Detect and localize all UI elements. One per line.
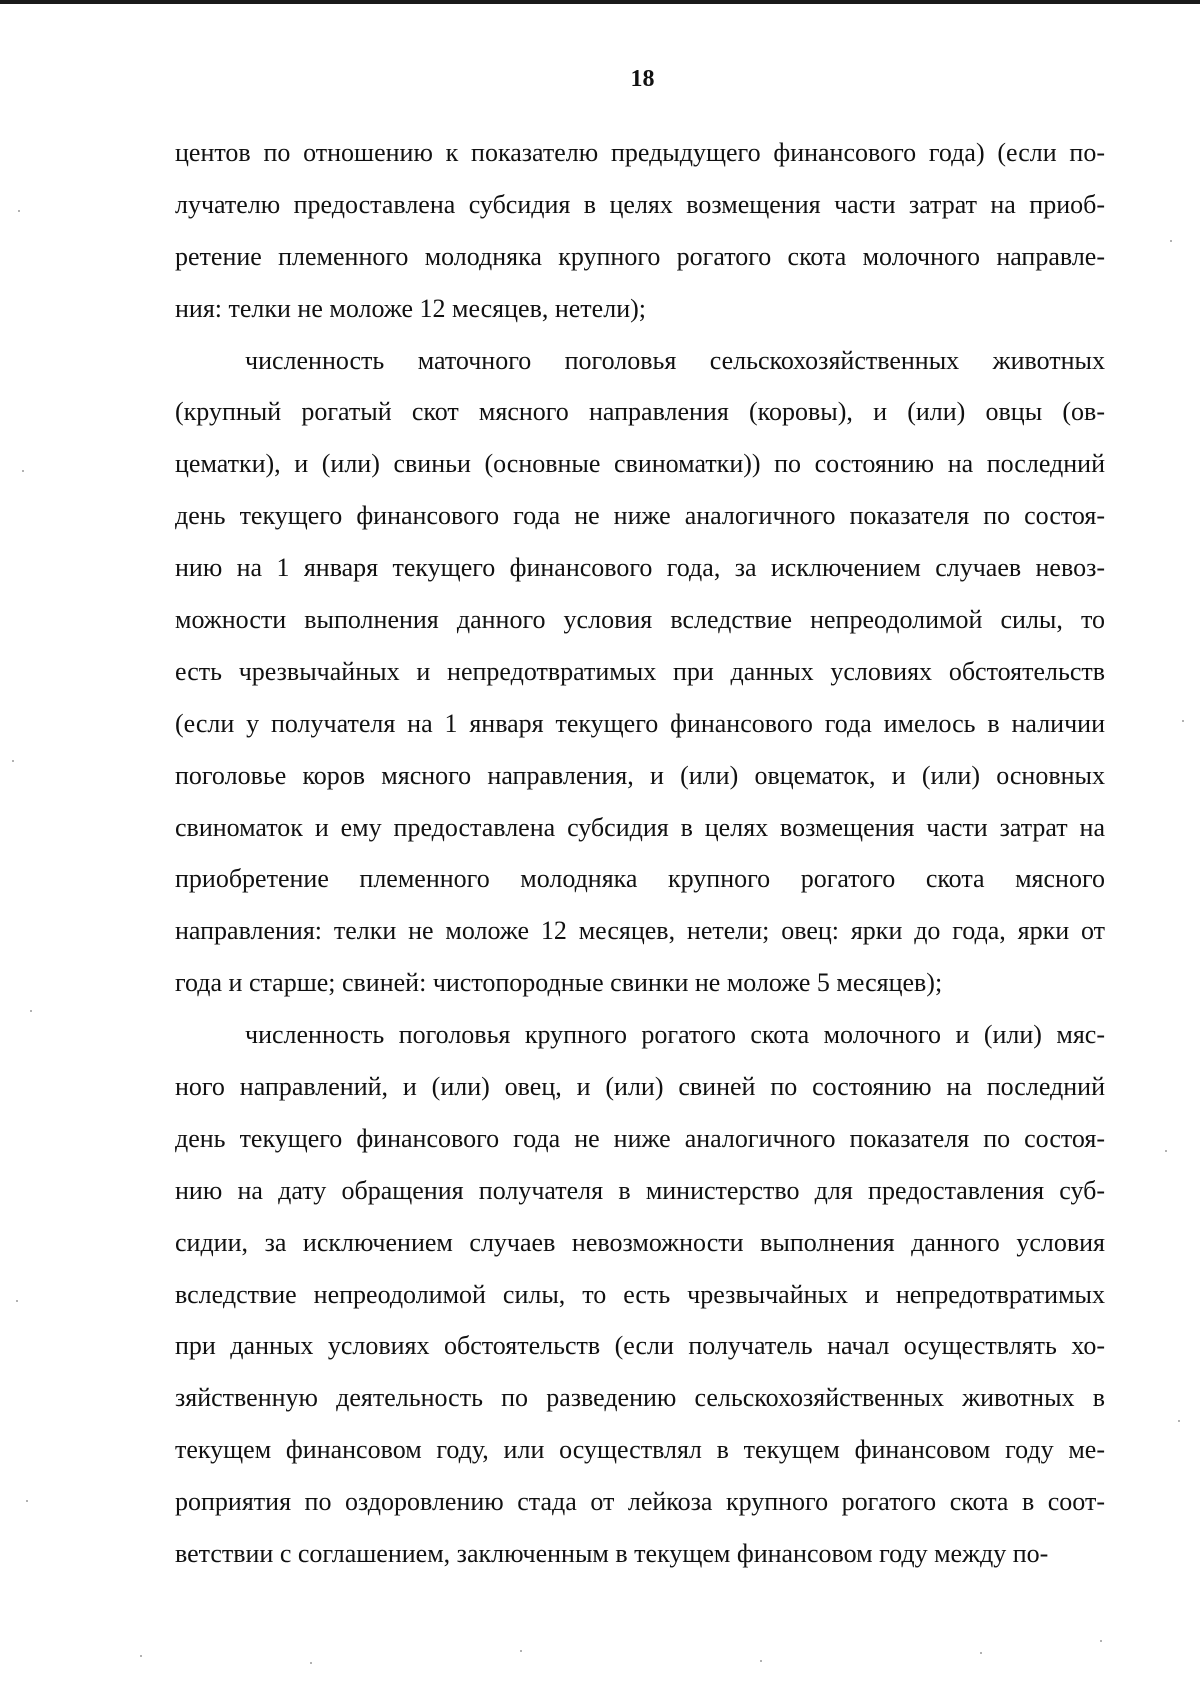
text-line: день текущего финансового года не ниже аналогичного показателя по состоя- <box>175 1123 1105 1153</box>
body-text <box>175 127 1105 1580</box>
text-line: зяйственную деятельность по разведению сельскохозяйственных животных в <box>175 1383 1105 1413</box>
scan-speck <box>520 1650 522 1652</box>
page-number: 18 <box>630 66 655 92</box>
text-line: нию на дату обращения получателя в министерство для предоставления суб- <box>175 1175 1105 1205</box>
scan-top-border <box>0 0 1200 4</box>
scan-speck <box>140 1655 142 1657</box>
text-line: года и старше; свиней: чистопородные свинки не моложе 5 месяцев); <box>175 968 943 998</box>
paragraph <box>175 335 1105 1010</box>
scan-speck <box>1170 240 1172 242</box>
scan-speck <box>1100 1640 1102 1642</box>
text-line: численность маточного поголовья сельскохозяйственных животных <box>245 345 1105 375</box>
text-line: день текущего финансового года не ниже аналогичного показателя по состоя- <box>175 501 1105 531</box>
scan-speck <box>26 1500 28 1502</box>
text-line: есть чрезвычайных и непредотвратимых при данных условиях обстоятельств <box>175 656 1105 686</box>
text-line: численность поголовья крупного рогатого скота молочного и (или) мяс- <box>245 1020 1105 1050</box>
text-line: можности выполнения данного условия вследствие непреодолимой силы, то <box>175 605 1105 635</box>
paragraph <box>175 1009 1105 1580</box>
text-line: ния: телки не моложе 12 месяцев, нетели); <box>175 293 646 323</box>
scan-speck <box>22 470 24 472</box>
text-line: свиноматок и ему предоставлена субсидия в целях возмещения части затрат на <box>175 812 1105 842</box>
text-line: цематки), и (или) свиньи (основные свиноматки)) по состоянию на последний <box>175 449 1105 479</box>
text-line: поголовье коров мясного направления, и (или) овцематок, и (или) основных <box>175 760 1105 790</box>
text-line: ного направлений, и (или) овец, и (или) свиней по состоянию на последний <box>175 1072 1105 1102</box>
text-line: ретение племенного молодняка крупного рогатого скота молочного направле- <box>175 241 1105 271</box>
scan-speck <box>16 1300 18 1302</box>
text-line: сидии, за исключением случаев невозможности выполнения данного условия <box>175 1227 1105 1257</box>
text-line: приобретение племенного молодняка крупного рогатого скота мясного <box>175 864 1105 894</box>
text-line: (если у получателя на 1 января текущего финансового года имелось в наличии <box>175 708 1105 738</box>
scan-speck <box>30 1010 32 1012</box>
scan-speck <box>18 210 20 212</box>
scan-speck <box>1182 720 1184 722</box>
text-line: (крупный рогатый скот мясного направления (коровы), и (или) овцы (ов- <box>175 397 1105 427</box>
scan-speck <box>1178 1420 1180 1422</box>
scan-speck <box>980 1652 982 1654</box>
text-line: центов по отношению к показателю предыдущего финансового года) (если по- <box>175 138 1105 167</box>
text-line: нию на 1 января текущего финансового года, за исключением случаев невоз- <box>175 553 1105 583</box>
text-line: направления: телки не моложе 12 месяцев, нетели; овец: ярки до года, ярки от <box>175 916 1105 946</box>
scan-speck <box>12 760 14 762</box>
paragraph <box>175 127 1105 335</box>
text-line: роприятия по оздоровлению стада от лейкоза крупного рогатого скота в соот- <box>175 1487 1105 1517</box>
text-line: вследствие непреодолимой силы, то есть чрезвычайных и непредотвратимых <box>175 1279 1105 1309</box>
scan-speck <box>310 1662 312 1664</box>
text-line: ветствии с соглашением, заключенным в текущем финансовом году между по- <box>175 1539 1049 1569</box>
scan-speck <box>1165 1150 1167 1152</box>
text-line: текущем финансовом году, или осуществлял в текущем финансовом году ме- <box>175 1435 1105 1465</box>
scan-speck <box>760 1660 762 1662</box>
text-line: лучателю предоставлена субсидия в целях возмещения части затрат на приоб- <box>175 189 1105 219</box>
text-line: при данных условиях обстоятельств (если получатель начал осуществлять хо- <box>175 1331 1105 1361</box>
